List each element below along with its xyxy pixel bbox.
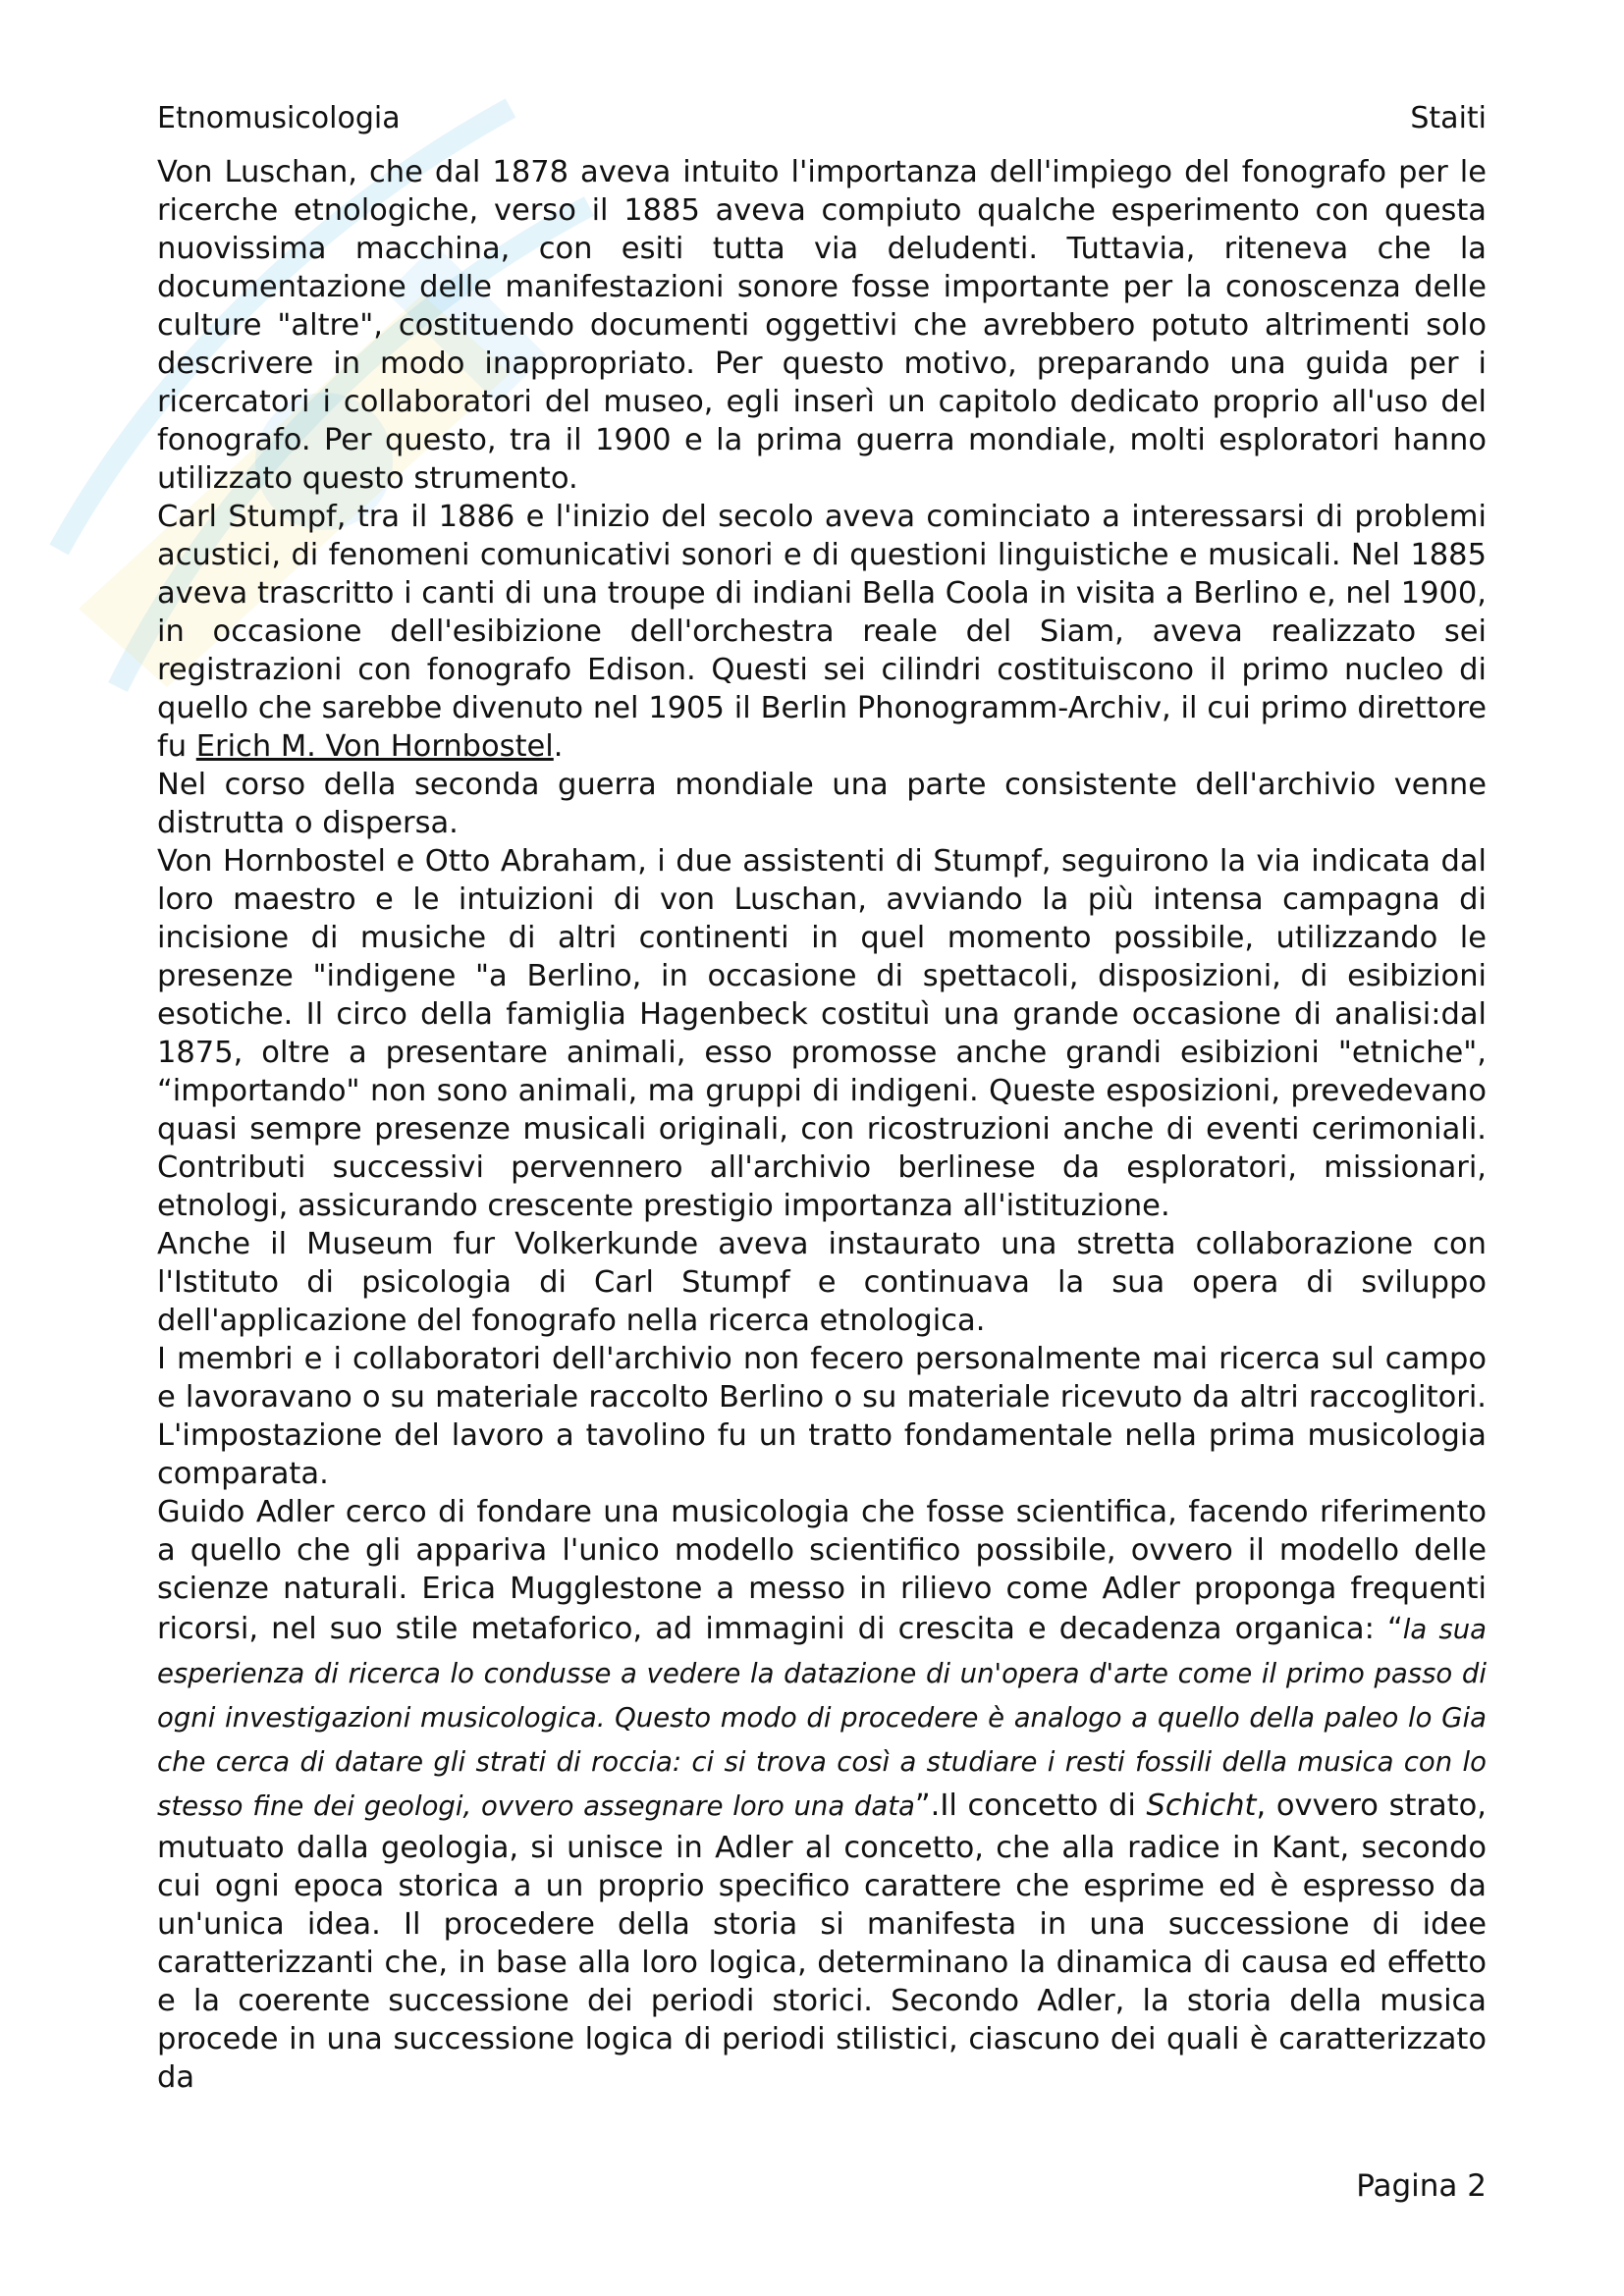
paragraph-stumpf (157, 498, 1487, 766)
adler-after-quote: ”.Il concetto di (914, 1789, 1147, 1823)
page-header (157, 98, 1487, 141)
adler-quote: la sua esperienza di ricerca lo condusse a vedere la datazione di un'opera d'arte come il primo passo di ogni investigazioni musicologica. Questo modo di procedere è analogo a quello della paleo lo Gia che cerca di datare gli strati di roccia: ci si trova così a studiare i resti fossili della musica con lo stesso fine dei geologi, ovvero assegnare loro una data (157, 1614, 1487, 1822)
adler-rest: , ovvero strato, mutuato dalla geologia, si unisce in Adler al concetto, che alla radice in Kant, secondo cui ogni epoca storica a un proprio specifico carattere che esprime ed è espresso da un'unica idea. Il procedere della storia si manifesta in una successione di idee caratterizzanti che, in base alla loro logica, determinano la dinamica di causa ed effetto e la coerente successione dei periodi storici. Secondo Adler, la storia della musica procede in una successione logica di periodi stilistici, ciascuno dei quali è caratterizzato da (157, 1789, 1487, 2095)
paragraph-museum: Anche il Museum fur Volkerkunde aveva instaurato una stretta collaborazione con l'Istituto di psicologia di Carl Stumpf e continuava la sua opera di sviluppo dell'applicazione del fonografo nella ricerca etnologica. (157, 1227, 1487, 1338)
paragraph-von-luschan: Von Luschan, che dal 1878 aveva intuito l'importanza dell'impiego del fonografo per le ricerche etnologiche, verso il 1885 aveva compiuto qualche esperimento con questa nuovissima macchina, con esiti tutta via deludenti. Tuttavia, riteneva che la documentazione delle manifestazioni sonore fosse importante per la conoscenza delle culture "altre", costituendo documenti oggettivi che avrebbero potuto altrimenti solo descrivere in modo inappropriato. Per questo motivo, preparando una guida per i ricercatori i collaboratori del museo, egli inserì un capitolo dedicato proprio all'uso del fonografo. Per questo, tra il 1900 e la prima guerra mondiale, molti esploratori hanno utilizzato questo strumento. (157, 155, 1487, 496)
paragraph-archive-members: I membri e i collaboratori dell'archivio non fecero personalmente mai ricerca sul campo e lavoravano o su materiale raccolto Berlino o su materiale ricevuto da altri raccoglitori. L'impostazione del lavoro a tavolino fu un tratto fondamentale nella prima musicologia comparata. (157, 1342, 1487, 1491)
header-course-title: Etnomusicologia (157, 101, 401, 135)
paragraph-war: Nel corso della seconda guerra mondiale una parte consistente dell'archivio venne distrutta o dispersa. (157, 768, 1487, 840)
paragraph-adler (157, 1493, 1487, 2097)
header-author: Staiti (1410, 101, 1487, 135)
adler-intro: Guido Adler cerco di fondare una musicologia che fosse scientifica, facendo riferimento a quello che gli appariva l'unico modello scientifico possibile, ovvero il modello delle scienze naturali. Erica Mugglestone a messo in rilievo come Adler proponga frequenti ricorsi, nel suo stile metaforico, ad immagini di crescita e decadenza organica: “ (157, 1495, 1487, 1646)
adler-term: Schicht (1146, 1789, 1257, 1823)
page-number: Pagina 2 (1356, 2168, 1487, 2204)
hornbostel-link[interactable]: Erich M. Von Hornbostel (195, 729, 554, 764)
page-body (157, 153, 1487, 2097)
stumpf-text-end: . (553, 729, 564, 764)
paragraph-hornbostel-abraham: Von Hornbostel e Otto Abraham, i due assistenti di Stumpf, seguirono la via indicata dal loro maestro e le intuizioni di von Luschan, avviando la più intensa campagna di incisione di musiche di altri continenti in quel momento possibile, utilizzando le presenze "indigene "a Berlino, in occasione di spettacoli, disposizioni, di esibizioni esotiche. Il circo della famiglia Hagenbeck costituì una grande occasione di analisi:dal 1875, oltre a presentare animali, esso promosse anche grandi esibizioni "etniche", “importando" non sono animali, ma gruppi di indigeni. Queste esposizioni, prevedevano quasi sempre presenze musicali originali, con ricostruzioni anche di eventi cerimoniali. Contributi successivi pervennero all'archivio berlinese da esploratori, missionari, etnologi, assicurando crescente prestigio importanza all'istituzione. (157, 844, 1487, 1223)
stumpf-text: Carl Stumpf, tra il 1886 e l'inizio del secolo aveva cominciato a interessarsi di problemi acustici, di fenomeni comunicativi sonori e di questioni linguistiche e musicali. Nel 1885 aveva trascritto i canti di una troupe di indiani Bella Coola in visita a Berlino e, nel 1900, in occasione dell'esibizione dell'orchestra reale del Siam, aveva realizzato sei registrazioni con fonografo Edison. Questi sei cilindri costituiscono il primo nucleo di quello che sarebbe divenuto nel 1905 il Berlin Phonogramm-Archiv, il cui primo direttore fu (157, 500, 1487, 764)
